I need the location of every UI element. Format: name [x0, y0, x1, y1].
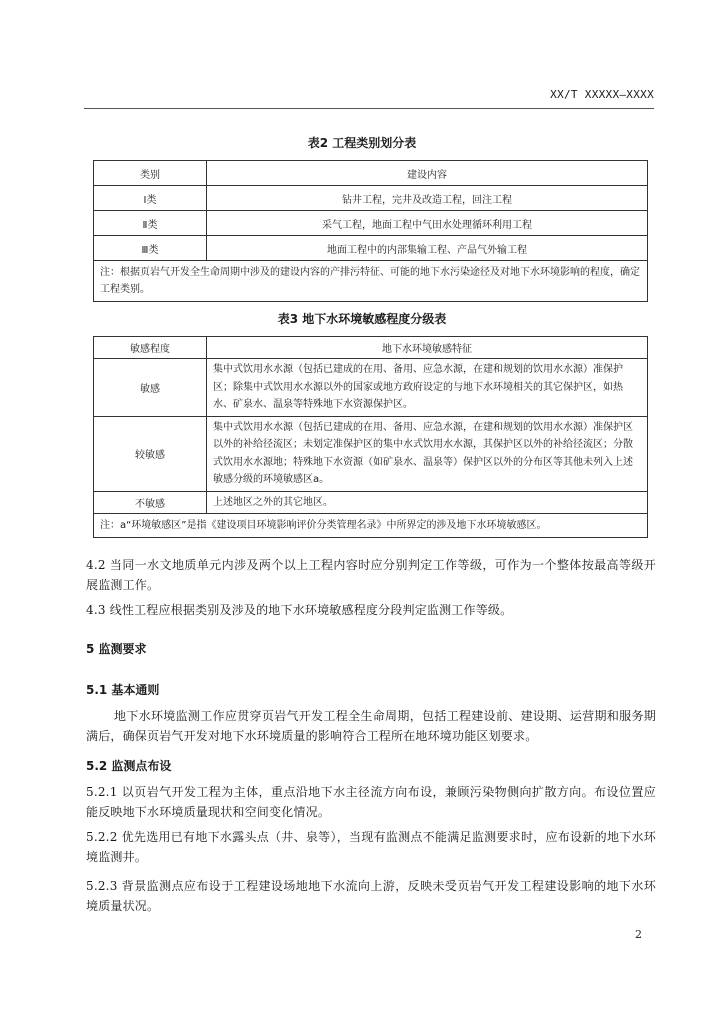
table-cell: 集中式饮用水水源（包括已建成的在用、备用、应急水源，在建和规划的饮用水水源）准保护区以外的补给径流区；未划定准保护区的集中水式饮用水水源，其保护区以外的补给径流区；分散式饮用水水源地；特殊地下水资源（如矿泉水、温泉等）保护区以外的分布区等其他未列入上述敏感分级的环境敏感区a。 — [207, 416, 648, 491]
header-rule — [84, 108, 654, 109]
clause-4-3: 4.3 线性工程应根据类别及涉及的地下水环境敏感程度分段判定监测工作等级。 — [86, 603, 513, 617]
table-cell: 敏感 — [94, 359, 207, 417]
table-header-row — [94, 161, 648, 186]
clause-5-2-3: 5.2.3 背景监测点应布设于工程建设场地地下水流向上游，反映未受页岩气开发工程建设影响的地下水环境质量状况。 — [86, 879, 656, 913]
table-header-cell: 类别 — [94, 161, 207, 186]
table3-note: 注：a“环境敏感区”是指《建设项目环境影响评价分类管理名录》中所界定的涉及地下水环境敏感区。 — [94, 514, 648, 538]
table-row — [94, 186, 648, 211]
table-row — [94, 416, 648, 491]
table-note-row — [94, 514, 648, 538]
table-cell: Ⅲ类 — [94, 236, 207, 261]
table-row — [94, 359, 648, 417]
table-cell: 集中式饮用水水源（包括已建成的在用、备用、应急水源，在建和规划的饮用水水源）准保护区；除集中式饮用水水源以外的国家或地方政府设定的与地下水环境相关的其它保护区，如热水、矿泉水、温泉等特殊地下水资源保护区。 — [207, 359, 648, 417]
table-header-cell: 地下水环境敏感特征 — [207, 337, 648, 359]
table-header-cell: 敏感程度 — [94, 337, 207, 359]
table-row — [94, 211, 648, 236]
table2-title: 表2 工程类别划分表 — [307, 136, 417, 150]
table3 — [93, 336, 648, 538]
standard-code: XX/T XXXXX—XXXX — [550, 88, 654, 101]
table-cell: Ⅱ类 — [94, 211, 207, 236]
table-cell: Ⅰ类 — [94, 186, 207, 211]
table-note-row — [94, 261, 648, 302]
table-cell: 较敏感 — [94, 416, 207, 491]
page-number: 2 — [635, 928, 642, 941]
table-cell: 地面工程中的内部集输工程、产品气外输工程 — [207, 236, 648, 261]
table-header-cell: 建设内容 — [207, 161, 648, 186]
table2 — [93, 160, 648, 302]
table-row — [94, 236, 648, 261]
clause-5-2-2: 5.2.2 优先选用已有地下水露头点（井、泉等），当现有监测点不能满足监测要求时，应布设新的地下水环境监测井。 — [86, 830, 656, 864]
section-5-heading: 5 监测要求 — [86, 642, 147, 656]
table-cell: 不敏感 — [94, 491, 207, 514]
table2-note: 注：根据页岩气开发全生命周期中涉及的建设内容的产排污特征、可能的地下水污染途径及对地下水环境影响的程度，确定工程类别。 — [94, 261, 648, 302]
section-5-1-heading: 5.1 基本通则 — [86, 683, 160, 697]
clause-5-2-1: 5.2.1 以页岩气开发工程为主体，重点沿地下水主径流方向布设，兼顾污染物侧向扩散方向。布设位置应能反映地下水环境质量现状和空间变化情况。 — [86, 785, 656, 819]
clause-4-2: 4.2 当同一水文地质单元内涉及两个以上工程内容时应分别判定工作等级，可作为一个整体按最高等级开展监测工作。 — [86, 558, 656, 592]
clause-5-1-text: 地下水环境监测工作应贯穿页岩气开发工程全生命周期，包括工程建设前、建设期、运营期和服务期满后，确保页岩气开发对地下水环境质量的影响符合工程所在地环境功能区划要求。 — [86, 709, 656, 743]
section-5-2-heading: 5.2 监测点布设 — [86, 759, 172, 773]
table-cell: 钻井工程，完井及改造工程，回注工程 — [207, 186, 648, 211]
table3-title: 表3 地下水环境敏感程度分级表 — [277, 312, 447, 326]
table-cell: 上述地区之外的其它地区。 — [207, 491, 648, 514]
table-row — [94, 491, 648, 514]
table-header-row — [94, 337, 648, 359]
table-cell: 采气工程，地面工程中气田水处理循环利用工程 — [207, 211, 648, 236]
